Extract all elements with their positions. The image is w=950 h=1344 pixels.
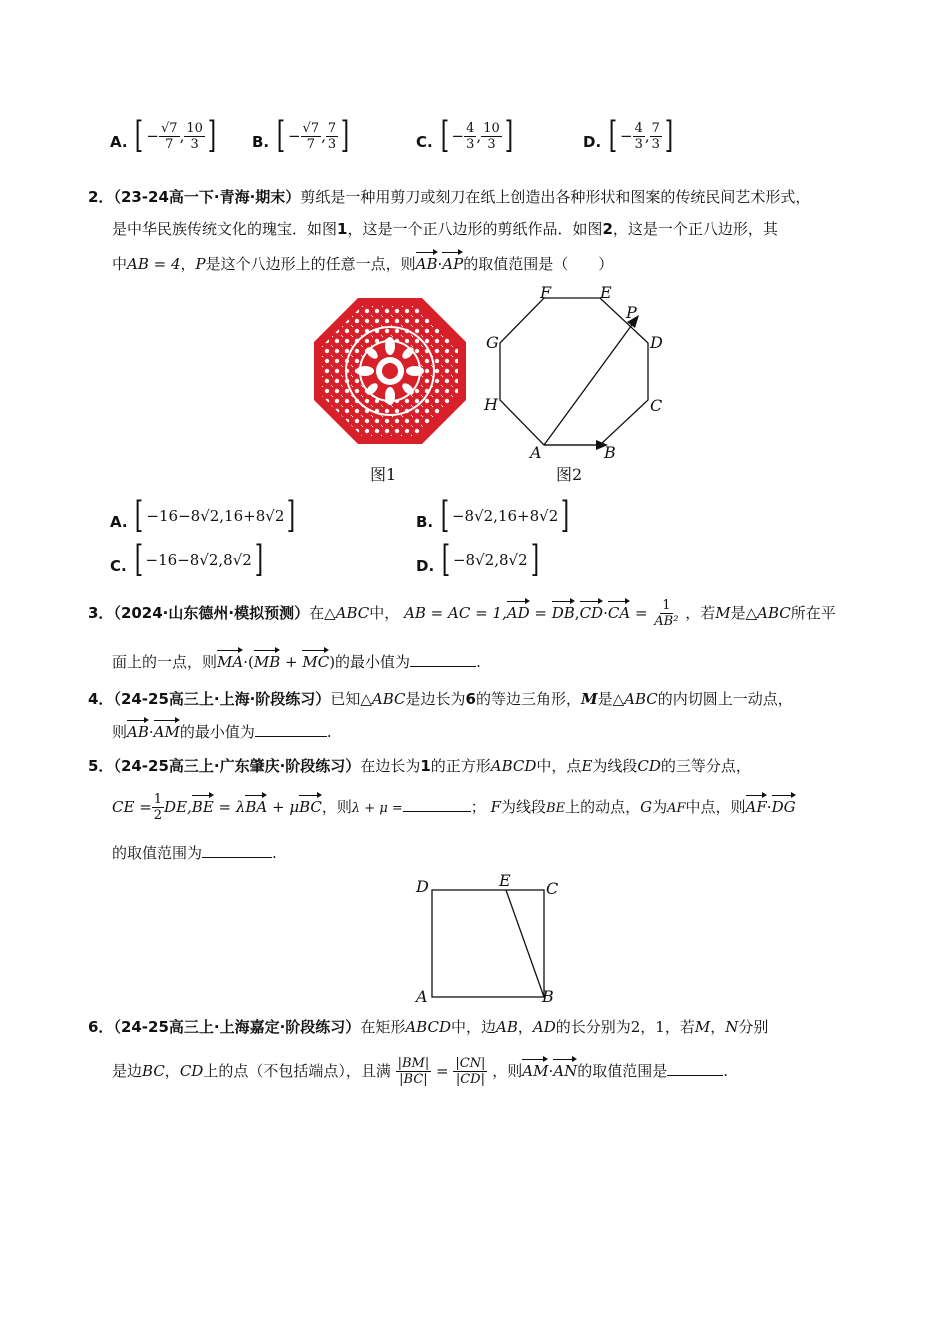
vertex-h-label: H [484, 395, 498, 414]
q1-option-b: B. [ − $\frac{√7}{7}$ , $\frac{7}{3}$ ] [252, 115, 350, 156]
q6-line2: 是边BC，CD上的点（不包括端点），且满 $\frac{|BM|}{|BC|}$ = $\frac{|CN|}{|CD|}$ ，则AM·AN的取值范围是 . [112, 1056, 728, 1087]
q1-option-d: D. [ − $\frac{4}{3}$ , $\frac{7}{3}$ ] [583, 115, 674, 156]
square-d-label: D [416, 877, 429, 896]
vertex-b-label: B [604, 443, 616, 462]
q5-answer-blank-2[interactable] [202, 857, 272, 858]
q6-line1: 6．（24-25高三上·上海嘉定·阶段练习）在矩形ABCD中，边AB，AD的长分别为2，1，若M，N分别 [88, 1018, 769, 1036]
q3-line2: 面上的一点，则MA·(MB + MC)的最小值为 . [112, 648, 481, 672]
paper-cut-octagon-image [312, 296, 468, 446]
q3-answer-blank[interactable] [410, 666, 476, 667]
fig2-caption: 图2 [556, 465, 583, 484]
q2-option-d: D. [ −8√2,8√2 ] [416, 539, 539, 580]
q5-line2: CE = $\frac{1}{2}$ DE,BE = λBA + μBC，则λ + μ = ； F为线段BE上的动点，G为AF中点，则AF·DG [112, 792, 796, 823]
q2-line2: 是中华民族传统文化的瑰宝．如图1，这是一个正八边形的剪纸作品．如图2，这是一个正八边形，其 [112, 220, 778, 238]
square-e-label: E [499, 871, 511, 890]
q3-line1: 3．（2024·山东德州·模拟预测）在△ABC中， AB = AC = 1,AD = DB,CD·CA = $\frac{1}{\text{AB²}}$ ，若M是△ABC所在平 [88, 598, 836, 629]
q2-option-a: A. [ −16−8√2,16+8√2 ] [110, 495, 296, 536]
q4-line1: 4．（24-25高三上·上海·阶段练习）已知△ABC是边长为6的等边三角形，M是△ABC的内切圆上一动点， [88, 690, 793, 708]
q1-option-a: A. [ − $\frac{√7}{7}$ , $\frac{10}{3}$ ] [110, 118, 219, 154]
octagon-diagram [476, 280, 676, 470]
vertex-g-label: G [486, 333, 499, 352]
q4-line2: 则AB·AM的最小值为 . [112, 718, 332, 742]
q5-line1: 5．（24-25高三上·广东肇庆·阶段练习）在边长为1的正方形ABCD中，点E为线段CD的三等分点， [88, 757, 751, 775]
fig1-caption: 图1 [370, 465, 397, 484]
vertex-c-label: C [650, 396, 663, 415]
square-a-label: A [416, 987, 428, 1006]
q5-answer-blank-1[interactable] [403, 811, 471, 812]
q5-line3: 的取值范围为 . [112, 844, 277, 862]
q2-option-c: C. [ −16−8√2,8√2 ] [110, 539, 264, 580]
vertex-f-label: F [540, 283, 552, 302]
q1-option-c: C. [ − $\frac{4}{3}$ , $\frac{10}{3}$ ] [416, 115, 513, 156]
q4-answer-blank[interactable] [255, 736, 327, 737]
square-b-label: B [542, 987, 554, 1006]
q2-line3: 中AB = 4，P是这个八边形上的任意一点，则AB·AP的取值范围是（ ） [112, 250, 613, 274]
q1-a-interval: [ − $\frac{√7}{7}$ , $\frac{10}{3}$ ] [135, 115, 217, 156]
q2-line1: 2．（23-24高一下·青海·期末）剪纸是一种用剪刀或刻刀在纸上创造出各种形状和图案的传统民间艺术形式， [88, 188, 811, 206]
vertex-d-label: D [650, 333, 663, 352]
point-p-label: P [626, 303, 637, 322]
vertex-e-label: E [600, 283, 612, 302]
square-c-label: C [546, 879, 559, 898]
square-diagram [410, 870, 570, 1006]
vertex-a-label: A [530, 443, 542, 462]
q2-option-b: B. [ −8√2,16+8√2 ] [416, 495, 570, 536]
q6-answer-blank[interactable] [667, 1075, 723, 1076]
